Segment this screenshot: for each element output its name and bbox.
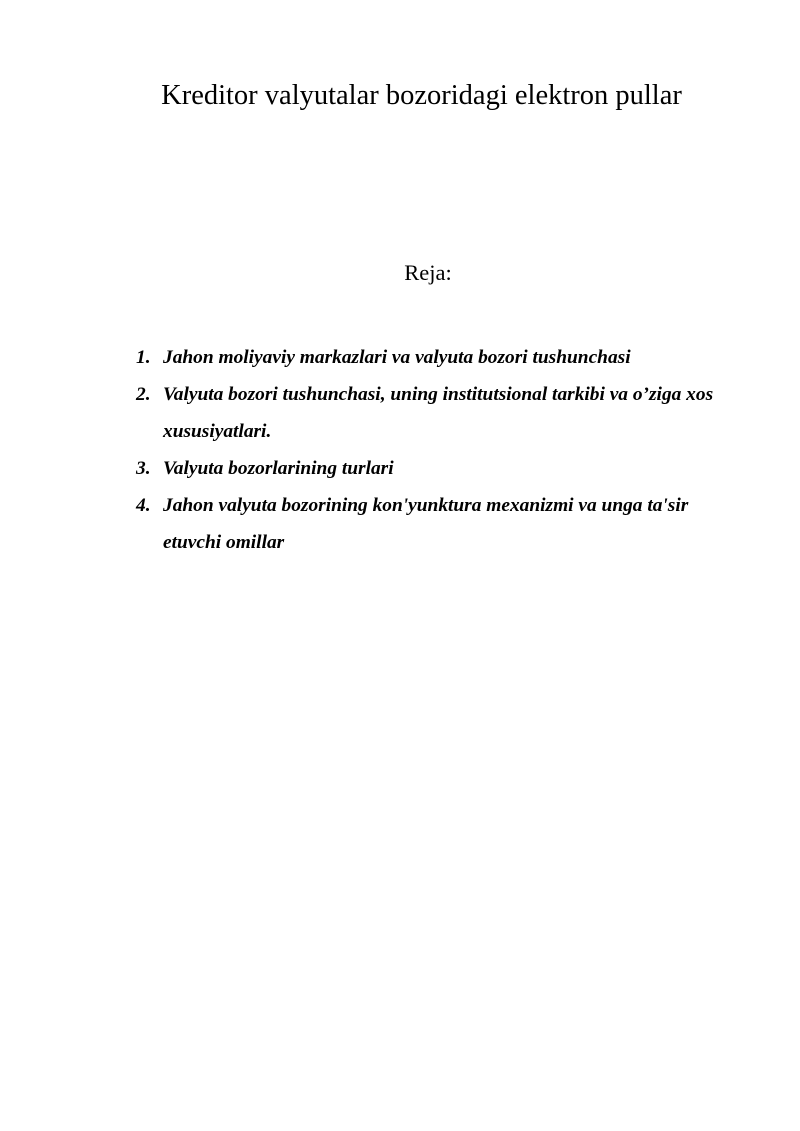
plan-item-1 [136, 339, 746, 376]
plan-item-text: Jahon moliyaviy markazlari va valyuta bozori tushunchasi [163, 347, 631, 368]
plan-item-text: Jahon valyuta bozorining kon'yunktura mexanizmi va unga ta'sir etuvchi omillar [163, 495, 689, 553]
plan-item-number: 3. [136, 458, 151, 479]
document-title: Kreditor valyutalar bozoridagi elektron pullar [161, 80, 682, 111]
plan-item-number: 2. [136, 384, 151, 405]
plan-item-number: 4. [136, 495, 151, 516]
plan-item-text: Valyuta bozorlarining turlari [163, 458, 394, 479]
plan-item-number: 1. [136, 347, 151, 368]
plan-heading: Reja: [404, 260, 452, 285]
plan-item-3 [136, 450, 746, 487]
plan-item-text: Valyuta bozori tushunchasi, uning institutsional tarkibi va o’ziga xos xususiyatlari. [163, 384, 714, 442]
plan-item-2 [136, 376, 746, 450]
plan-list [136, 339, 746, 561]
plan-item-4 [136, 487, 746, 561]
